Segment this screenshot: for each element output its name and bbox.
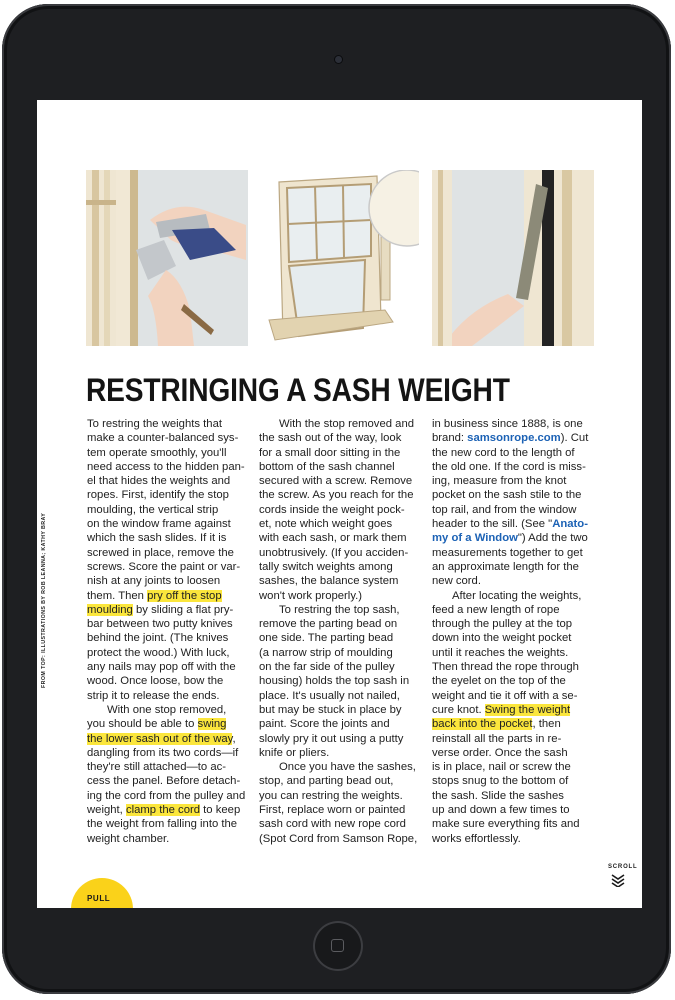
body-text-line	[259, 603, 423, 617]
body-text-line	[259, 717, 423, 731]
highlighted-text: pry off the stop	[147, 589, 222, 602]
body-text-line	[259, 746, 423, 760]
body-text-line	[87, 446, 251, 460]
body-text-line	[259, 517, 423, 531]
body-text-line	[432, 431, 596, 445]
illustration-credit: FROM TOP: ILLUSTRATIONS BY ROB LEANNA; KATHY BRAY	[41, 512, 47, 688]
body-text-line	[87, 789, 251, 803]
text-run: weight and tie it off with a se-	[432, 689, 578, 702]
pull-label: PULL	[87, 894, 111, 903]
body-text-line	[259, 689, 423, 703]
link[interactable]: Anato-	[552, 518, 588, 531]
highlighted-text: swing	[197, 718, 227, 731]
text-run: with each sash, or mark them	[259, 532, 407, 545]
text-run: brand:	[432, 432, 468, 445]
text-run: remove the parting bead on	[259, 618, 398, 631]
body-text-line	[432, 474, 596, 488]
text-run: tally switch weights among	[259, 560, 393, 573]
highlighted-text: the lower sash out of the way	[87, 732, 233, 745]
body-text-line	[87, 631, 251, 645]
body-text-line	[259, 446, 423, 460]
body-text-line	[432, 789, 596, 803]
text-run: make sure everything fits and	[432, 818, 580, 831]
tablet-frame	[2, 4, 671, 994]
text-run: stops snug to the bottom of	[432, 775, 569, 788]
text-run: new cord.	[432, 575, 481, 588]
body-text-line	[259, 803, 423, 817]
text-run: measurements together to get	[432, 546, 583, 559]
body-text-line	[87, 546, 251, 560]
scroll-label: SCROLL	[608, 864, 638, 870]
body-text-line	[432, 446, 596, 460]
home-square-icon	[331, 939, 344, 952]
text-run: works effortlessly.	[432, 832, 521, 845]
highlighted-text: Swing the weight	[484, 703, 571, 716]
pull-button[interactable]	[71, 878, 133, 908]
body-text-line	[87, 603, 251, 617]
text-run: but may be stuck in place by	[259, 703, 402, 716]
body-text-line	[87, 574, 251, 588]
text-run: the sash out of the way, look	[259, 432, 402, 445]
text-run: (a narrow strip of moulding	[259, 646, 393, 659]
text-run: sash cord with new rope cord	[259, 818, 406, 831]
text-run: you can restring the weights.	[259, 789, 403, 802]
text-run: is in place, nail or screw the	[432, 761, 571, 774]
sash-window-illustration	[259, 170, 419, 346]
body-text-line	[432, 674, 596, 688]
body-text-line	[87, 617, 251, 631]
body-text-line	[432, 589, 596, 603]
text-run: bottom of the sash channel	[259, 460, 395, 473]
body-text-line	[259, 617, 423, 631]
body-text-line	[87, 488, 251, 502]
text-run: sashes, the balance system	[259, 575, 399, 588]
body-text-line	[432, 746, 596, 760]
body-text-line	[87, 689, 251, 703]
text-run: secured with a screw. Remove	[259, 475, 413, 488]
body-text-line	[259, 832, 423, 846]
text-column-3	[432, 417, 596, 846]
body-text-line	[432, 703, 596, 717]
text-run: tem operate smoothly, you'll	[87, 446, 227, 459]
sash-weight-in-pocket-illustration	[432, 170, 594, 346]
text-run: weight chamber.	[87, 832, 170, 845]
link[interactable]: my of a Window	[432, 532, 518, 545]
body-text-line	[259, 646, 423, 660]
text-run: through the pulley at the top	[432, 618, 573, 631]
body-text-line	[432, 517, 596, 531]
body-text-line	[432, 689, 596, 703]
body-text-line	[259, 789, 423, 803]
text-run: ing, measure from the knot	[432, 475, 567, 488]
text-run: el that hides the weights and	[87, 475, 231, 488]
text-run: the screw. As you reach for the	[259, 489, 414, 502]
text-run: slowly pry it out using a putty	[259, 732, 404, 745]
body-text-line	[259, 732, 423, 746]
text-run: ropes. First, identify the stop	[87, 489, 229, 502]
body-text-line	[87, 503, 251, 517]
text-run: to keep	[200, 804, 241, 817]
text-run: weight,	[87, 804, 126, 817]
text-run: ). Cut	[560, 432, 589, 445]
text-run: them. Then	[87, 589, 148, 602]
body-text-line	[432, 760, 596, 774]
body-text-line	[87, 832, 251, 846]
text-run: one side. The parting bead	[259, 632, 394, 645]
text-run: the weight from falling into the	[87, 818, 238, 831]
body-text-line	[259, 488, 423, 502]
body-text-line	[432, 774, 596, 788]
text-run: nish at any joints to loosen	[87, 575, 221, 588]
text-run: Then thread the rope through	[432, 661, 579, 674]
text-run: wood. Once loose, bow the	[87, 675, 224, 688]
highlighted-text: clamp the cord	[125, 804, 201, 817]
text-run: After locating the weights,	[452, 589, 582, 602]
text-run: feed a new length of rope	[432, 603, 560, 616]
highlighted-text: moulding	[87, 603, 133, 616]
body-text-line	[259, 774, 423, 788]
text-run: ,	[232, 732, 236, 745]
body-text-line	[87, 817, 251, 831]
text-run: ") Add the two	[517, 532, 588, 545]
home-button[interactable]	[313, 921, 363, 971]
body-text-line	[259, 760, 423, 774]
camera-icon	[335, 56, 342, 63]
body-text-line	[259, 817, 423, 831]
body-text-line	[432, 417, 596, 431]
text-run: To restring the top sash,	[279, 603, 400, 616]
text-run: , then	[532, 718, 561, 731]
body-text-line	[87, 417, 251, 431]
body-text-line	[259, 660, 423, 674]
text-run: behind the joint. (The knives	[87, 632, 229, 645]
body-text-line	[432, 503, 596, 517]
text-run: cess the panel. Before detach-	[87, 775, 241, 788]
highlighted-text: back into the pocket	[432, 718, 533, 731]
text-run: for a small door sitting in the	[259, 446, 401, 459]
text-run: et, note which weight goes	[259, 518, 393, 531]
body-text-line	[259, 546, 423, 560]
text-column-2	[259, 417, 423, 846]
body-text-line	[259, 531, 423, 545]
text-run: reinstall all the parts in re-	[432, 732, 562, 745]
text-run: they're still attached—to ac-	[87, 761, 227, 774]
text-run: the old one. If the cord is miss-	[432, 460, 586, 473]
text-run: moulding, the vertical strip	[87, 503, 219, 516]
body-text-line	[87, 531, 251, 545]
headline: RESTRINGING A SASH WEIGHT	[86, 372, 510, 408]
body-text-line	[87, 717, 251, 731]
body-text-line	[432, 617, 596, 631]
text-run: Once you have the sashes,	[279, 761, 416, 774]
text-run: the sash. Slide the sashes	[432, 789, 564, 802]
text-run: With one stop removed,	[107, 703, 227, 716]
text-run: knife or pliers.	[259, 746, 330, 759]
body-text-line	[259, 631, 423, 645]
text-run: stop, and parting bead out,	[259, 775, 394, 788]
body-text-line	[432, 660, 596, 674]
text-run: header to the sill. (See "	[432, 518, 553, 531]
body-text-line	[432, 603, 596, 617]
link[interactable]: samsonrope.com	[467, 432, 561, 445]
text-run: (Spot Cord from Samson Rope,	[259, 832, 418, 845]
body-text-line	[87, 803, 251, 817]
text-run: on the window frame against	[87, 518, 231, 531]
text-run: the new cord to the length of	[432, 446, 575, 459]
body-text-line	[87, 660, 251, 674]
text-run: verse order. Once the sash	[432, 746, 568, 759]
text-run: strip it to release the ends.	[87, 689, 220, 702]
text-run: paint. Score the joints and	[259, 718, 390, 731]
body-text-line	[259, 460, 423, 474]
text-run: which the sash slides. If it is	[87, 532, 227, 545]
text-run: housing) holds the top sash in	[259, 675, 410, 688]
body-text-line	[432, 646, 596, 660]
body-text-line	[87, 517, 251, 531]
text-run: down into the weight pocket	[432, 632, 572, 645]
text-run: make a counter-balanced sys-	[87, 432, 239, 445]
text-column-1	[87, 417, 251, 846]
body-text-line	[87, 646, 251, 660]
text-run: an approximate length for the	[432, 560, 579, 573]
body-text-line	[432, 531, 596, 545]
text-run: need access to the hidden pan-	[87, 460, 245, 473]
body-text-line	[87, 460, 251, 474]
text-run: pocket on the sash stile to the	[432, 489, 582, 502]
text-run: cords inside the weight pock-	[259, 503, 405, 516]
body-text-line	[259, 703, 423, 717]
text-run: until it reaches the weights.	[432, 646, 569, 659]
text-run: top rail, and from the window	[432, 503, 577, 516]
body-text-line	[87, 732, 251, 746]
text-run: won't work properly.)	[259, 589, 363, 602]
body-text-line	[87, 674, 251, 688]
chevron-down-icon[interactable]	[610, 873, 626, 887]
text-run: unobtrusively. (If you acciden-	[259, 546, 409, 559]
text-run: screws. Score the paint or var-	[87, 560, 241, 573]
text-run: up and down a few times to	[432, 804, 570, 817]
body-text-line	[87, 589, 251, 603]
text-run: the eyelet on the top of the	[432, 675, 566, 688]
body-text-line	[87, 760, 251, 774]
body-text-line	[87, 431, 251, 445]
text-run: ing the cord from the pulley and	[87, 789, 246, 802]
body-text-line	[259, 574, 423, 588]
text-run: in business since 1888, is one	[432, 418, 583, 430]
body-text-line	[432, 488, 596, 502]
text-run: bar between two putty knives	[87, 618, 233, 631]
body-text-line	[87, 746, 251, 760]
text-run: dangling from its two cords—if	[87, 746, 239, 759]
body-text-line	[87, 703, 251, 717]
text-run: you should be able to	[87, 718, 198, 731]
body-text-line	[87, 774, 251, 788]
text-run: place. It's usually not nailed,	[259, 689, 400, 702]
prying-stop-moulding-illustration	[86, 170, 248, 346]
body-text-line	[87, 560, 251, 574]
body-text-line	[87, 474, 251, 488]
body-text-line	[259, 431, 423, 445]
body-text-line	[432, 817, 596, 831]
body-text-line	[432, 560, 596, 574]
body-text-line	[259, 674, 423, 688]
text-run: cure knot.	[432, 703, 485, 716]
body-text-line	[432, 546, 596, 560]
body-text-line	[432, 460, 596, 474]
body-text-line	[432, 631, 596, 645]
body-text-line	[432, 732, 596, 746]
text-run: First, replace worn or painted	[259, 804, 406, 817]
body-text-line	[432, 832, 596, 846]
body-text-line	[259, 503, 423, 517]
article-page[interactable]	[37, 100, 642, 908]
body-text-line	[259, 589, 423, 603]
text-run: on the far side of the pulley	[259, 661, 395, 674]
text-run: protect the wood.) With luck,	[87, 646, 230, 659]
text-run: screwed in place, remove the	[87, 546, 234, 559]
body-text-line	[259, 417, 423, 431]
text-run: With the stop removed and	[279, 418, 415, 430]
body-text-line	[432, 803, 596, 817]
body-text-line	[432, 717, 596, 731]
body-text-line	[432, 574, 596, 588]
text-run: by sliding a flat pry-	[132, 603, 234, 616]
body-text-line	[259, 560, 423, 574]
body-text-line	[259, 474, 423, 488]
text-run: To restring the weights that	[87, 418, 223, 430]
text-run: any nails may pop off with the	[87, 661, 236, 674]
